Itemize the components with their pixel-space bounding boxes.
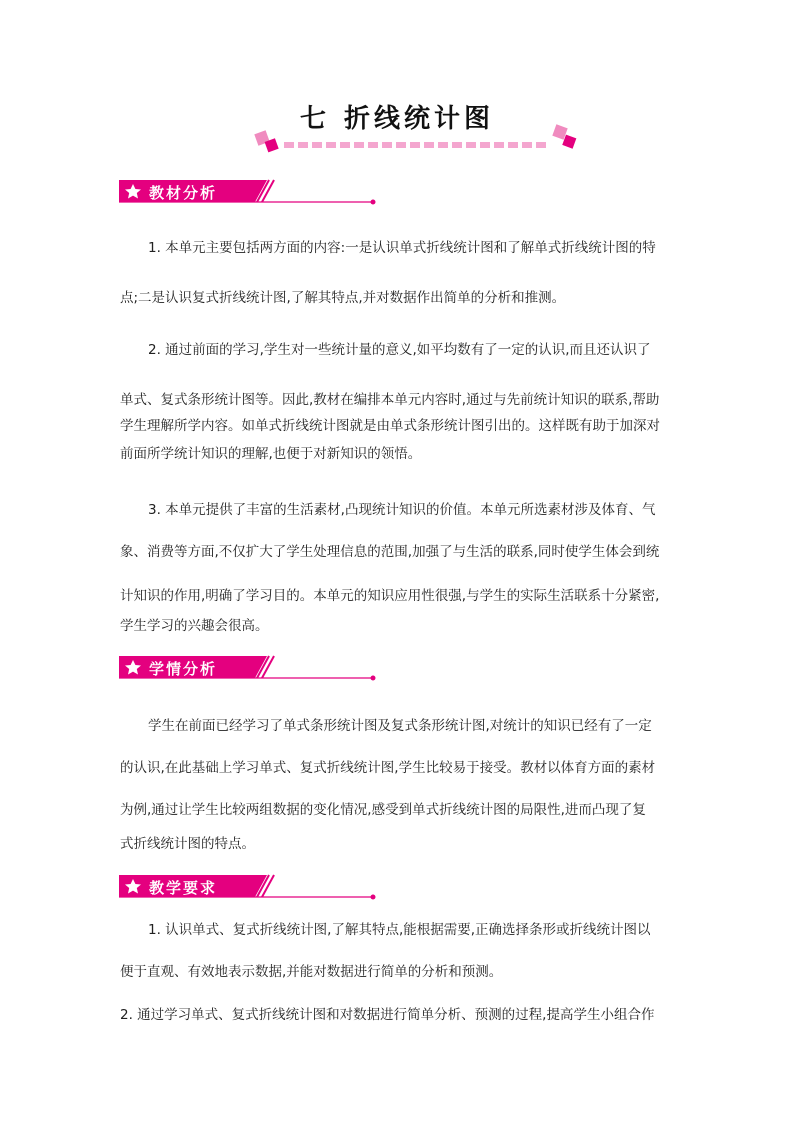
text-line: 学生理解所学内容。如单式折线统计图就是由单式条形统计图引出的。这样既有助于加深对 xyxy=(120,418,660,434)
text-line: 2. 通过前面的学习,学生对一些统计量的意义,如平均数有了一定的认识,而且还认识了 xyxy=(148,342,651,358)
section-title: 教学要求 xyxy=(149,879,218,897)
text-line: 单式、复式条形统计图等。因此,教材在编排本单元内容时,通过与先前统计知识的联系,帮助 xyxy=(120,392,660,408)
title-decoration-ribbon xyxy=(252,122,582,158)
text-line: 1. 认识单式、复式折线统计图,了解其特点,能根据需要,正确选择条形或折线统计图以 xyxy=(148,922,651,938)
text-line: 学生在前面已经学习了单式条形统计图及复式条形统计图,对统计的知识已经有了一定 xyxy=(148,718,652,734)
section-header-student-analysis xyxy=(119,654,381,684)
text-line: 象、消费等方面,不仅扩大了学生处理信息的范围,加强了与生活的联系,同时使学生体会到统 xyxy=(120,544,660,560)
section-header-teaching-requirements xyxy=(119,873,381,903)
section-header-textbook-analysis xyxy=(119,178,381,208)
text-line: 2. 通过学习单式、复式折线统计图和对数据进行简单分析、预测的过程,提高学生小组合作 xyxy=(120,1007,655,1023)
text-line: 学生学习的兴趣会很高。 xyxy=(120,618,269,634)
text-line: 3. 本单元提供了丰富的生活素材,凸现统计知识的价值。本单元所选素材涉及体育、气 xyxy=(148,502,656,518)
text-line: 为例,通过让学生比较两组数据的变化情况,感受到单式折线统计图的局限性,进而凸现了复 xyxy=(120,802,646,818)
chapter-number: 七 xyxy=(299,104,330,134)
text-line: 点;二是认识复式折线统计图,了解其特点,并对数据作出简单的分析和推测。 xyxy=(120,290,566,306)
section-title: 学情分析 xyxy=(149,660,218,678)
text-line: 1. 本单元主要包括两方面的内容:一是认识单式折线统计图和了解单式折线统计图的特 xyxy=(148,240,656,256)
chapter-title: 折线统计图 xyxy=(344,104,495,134)
text-line: 便于直观、有效地表示数据,并能对数据进行简单的分析和预测。 xyxy=(120,964,503,980)
text-line: 计知识的作用,明确了学习目的。本单元的知识应用性很强,与学生的实际生活联系十分紧密, xyxy=(120,588,660,604)
text-line: 前面所学统计知识的理解,也便于对新知识的领悟。 xyxy=(120,446,422,462)
text-line: 式折线统计图的特点。 xyxy=(120,836,255,852)
text-line: 的认识,在此基础上学习单式、复式折线统计图,学生比较易于接受。教材以体育方面的素材 xyxy=(120,760,656,776)
section-title: 教材分析 xyxy=(149,184,218,202)
